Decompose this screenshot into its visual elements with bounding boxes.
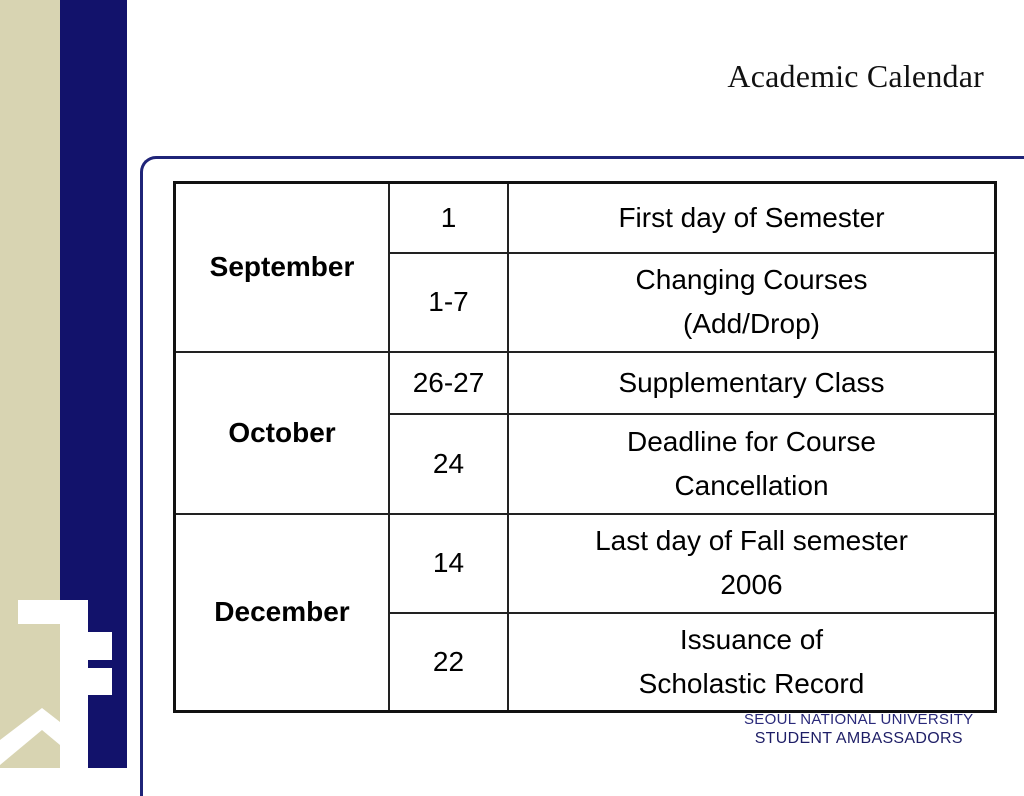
table-row [175,183,996,253]
month-cell: October [175,352,390,514]
academic-calendar-table [173,181,997,713]
event-line: Scholastic Record [638,667,865,699]
event-cell [508,613,996,712]
event-line: Deadline for Course [626,425,877,457]
event-line: Issuance of [679,623,824,655]
date-cell: 22 [389,613,508,712]
month-cell: September [175,183,390,352]
event-cell [508,414,996,514]
event-line: Changing Courses [635,264,868,295]
event-line: 2006 [720,569,783,600]
footer-ambassadors: STUDENT AMBASSADORS [754,730,963,747]
event-cell: First day of Semester [508,183,996,253]
footer-university: SEOUL NATIONAL UNIVERSITY [744,711,974,728]
event-line: Last day of Fall semester [595,525,908,556]
snu-key-logo-icon [0,580,127,768]
date-cell: 24 [389,414,508,514]
footer-branding [744,710,974,748]
month-cell: December [175,514,390,712]
date-cell: 1-7 [389,253,508,352]
date-cell: 14 [389,514,508,613]
table-row [175,352,996,414]
date-cell: 1 [389,183,508,253]
event-line: (Add/Drop) [683,308,820,339]
event-line: Cancellation [674,469,829,501]
event-cell [508,253,996,352]
event-cell [508,514,996,613]
page-title: Academic Calendar [727,58,984,94]
date-cell-highlighted: 26-27 [389,352,508,414]
event-cell: Supplementary Class [508,352,996,414]
table-row [175,514,996,613]
